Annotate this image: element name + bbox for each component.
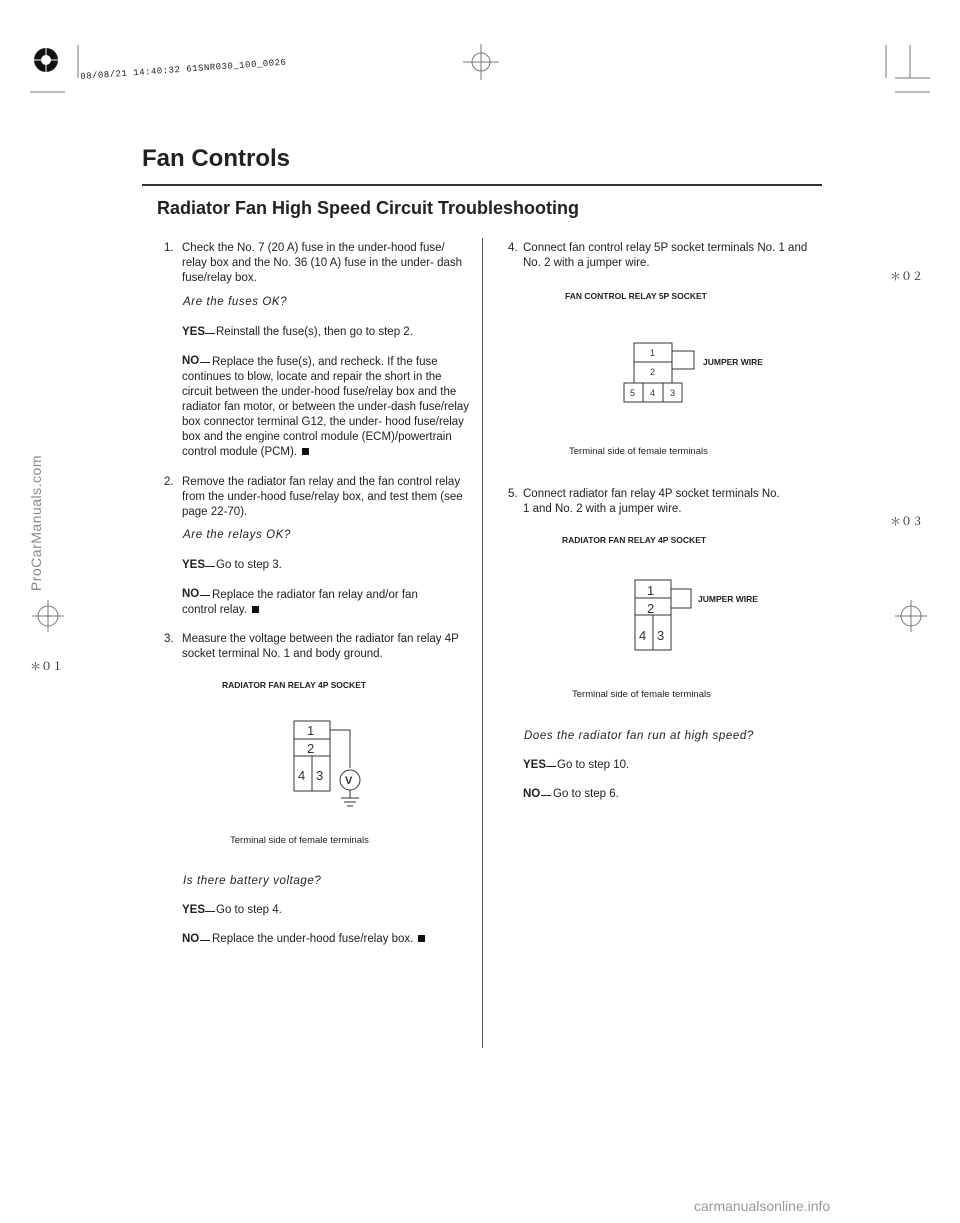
step-4-caption: Terminal side of female terminals (569, 446, 708, 457)
step-2-no-label: NO (182, 588, 200, 600)
step-2-no-text-block (182, 588, 437, 618)
step-2-yes-label: YES (182, 559, 206, 571)
step-4-text: Connect fan control relay 5P socket terminals No. 1 and No. 2 with a jumper wire. (523, 242, 808, 269)
margin-mark-01: ＊０１ (30, 660, 63, 673)
step-5-question: Does the radiator fan run at high speed? (524, 730, 754, 742)
step-3-diagram-label: RADIATOR FAN RELAY 4P SOCKET (222, 680, 367, 690)
step-5-socket-diagram (627, 576, 707, 656)
dash (205, 911, 215, 912)
terminal-3: 3 (657, 628, 665, 643)
step-3-yes-label: YES (182, 904, 206, 916)
terminal-3: 3 (670, 388, 676, 398)
step-5-diagram-label: RADIATOR FAN RELAY 4P SOCKET (562, 535, 707, 545)
step-2-no-text: Replace the radiator fan relay and/or fan control relay. (182, 589, 418, 616)
dash (205, 566, 215, 567)
step-1-question: Are the fuses OK? (183, 296, 288, 308)
step-5-yes-label: YES (523, 759, 547, 771)
step-5-no-text: Go to step 6. (553, 788, 619, 800)
terminal-3: 3 (316, 768, 324, 783)
step-3-socket-diagram (285, 712, 375, 812)
step-5-text: Connect radiator fan relay 4P socket terminals No. 1 and No. 2 with a jumper wire. (523, 488, 780, 515)
step-3-caption: Terminal side of female terminals (230, 835, 369, 846)
print-stamp: 08/08/21 14:40:32 61SNR030_100_0026 (80, 57, 287, 82)
step-5-number: 5. (508, 488, 518, 500)
step-4-jumper-label: JUMPER WIRE (703, 357, 763, 367)
dash (205, 333, 215, 334)
terminal-2: 2 (647, 601, 655, 616)
terminal-4: 4 (298, 768, 306, 783)
step-4-diagram-label: FAN CONTROL RELAY 5P SOCKET (565, 291, 707, 301)
dash (200, 940, 210, 941)
terminal-5: 5 (630, 388, 636, 398)
step-1-yes-label: YES (182, 326, 206, 338)
end-mark (302, 448, 309, 455)
footer-watermark: carmanualsonline.info (694, 1198, 831, 1214)
terminal-2: 2 (307, 741, 315, 756)
margin-mark-03: ＊０３ (890, 515, 923, 528)
terminal-1: 1 (647, 583, 655, 598)
step-3-question: Is there battery voltage? (183, 875, 322, 887)
step-4-socket-diagram (620, 338, 700, 408)
step-1-text: Check the No. 7 (20 A) fuse in the under-hood fuse/ relay box and the No. 36 (10 A) fuse in the under- dash fuse/relay box. (182, 242, 463, 284)
step-3-no-text-block (212, 933, 425, 945)
terminal-4: 4 (650, 388, 656, 398)
section-title: Radiator Fan High Speed Circuit Troubleshooting (157, 198, 580, 218)
terminal-1: 1 (650, 348, 656, 358)
terminal-2: 2 (650, 367, 656, 377)
step-1-no-label: NO (182, 355, 200, 367)
step-2-yes-text: Go to step 3. (216, 559, 282, 571)
step-1-number: 1. (164, 242, 174, 254)
step-2-question: Are the relays OK? (183, 529, 291, 541)
step-4-number: 4. (508, 242, 518, 254)
step-3-number: 3. (164, 633, 174, 645)
step-3-no-text: Replace the under-hood fuse/relay box. (212, 933, 414, 945)
step-1-no-text-block (182, 355, 472, 460)
terminal-1: 1 (307, 723, 315, 738)
step-5-caption: Terminal side of female terminals (572, 689, 711, 700)
title-rule (142, 184, 822, 186)
page-title: Fan Controls (142, 145, 290, 172)
step-5-yes-text: Go to step 10. (557, 759, 630, 771)
terminal-4: 4 (639, 628, 647, 643)
side-watermark: ProCarManuals.com (28, 455, 44, 592)
end-mark (418, 935, 425, 942)
end-mark (252, 606, 259, 613)
dash (546, 766, 556, 767)
step-5-no-label: NO (523, 788, 541, 800)
step-3-yes-text: Go to step 4. (216, 904, 282, 916)
step-1-no-text: Replace the fuse(s), and recheck. If the fuse continues to blow, locate and repair the short in the circuit between the under-hood fuse/relay box and the radiator fan motor, or between the under-dash fuse/relay box connector terminal G12, the under- hood fuse/relay box and the engine control module (ECM)/powertrain control module (PCM). (182, 356, 470, 458)
step-1-yes-text: Reinstall the fuse(s), then go to step 2. (216, 326, 413, 338)
step-2-text: Remove the radiator fan relay and the fan control relay from the under-hood fuse/relay box, and test them (see page 22-70). (182, 476, 463, 518)
step-3-text: Measure the voltage between the radiator fan relay 4P socket terminal No. 1 and body ground. (182, 633, 459, 660)
column-divider (482, 238, 483, 1048)
voltmeter-symbol: V (345, 775, 353, 787)
step-2-number: 2. (164, 476, 174, 488)
step-3-no-label: NO (182, 933, 200, 945)
margin-mark-02: ＊０２ (890, 270, 923, 283)
step-5-jumper-label: JUMPER WIRE (698, 594, 758, 604)
dash (541, 795, 551, 796)
